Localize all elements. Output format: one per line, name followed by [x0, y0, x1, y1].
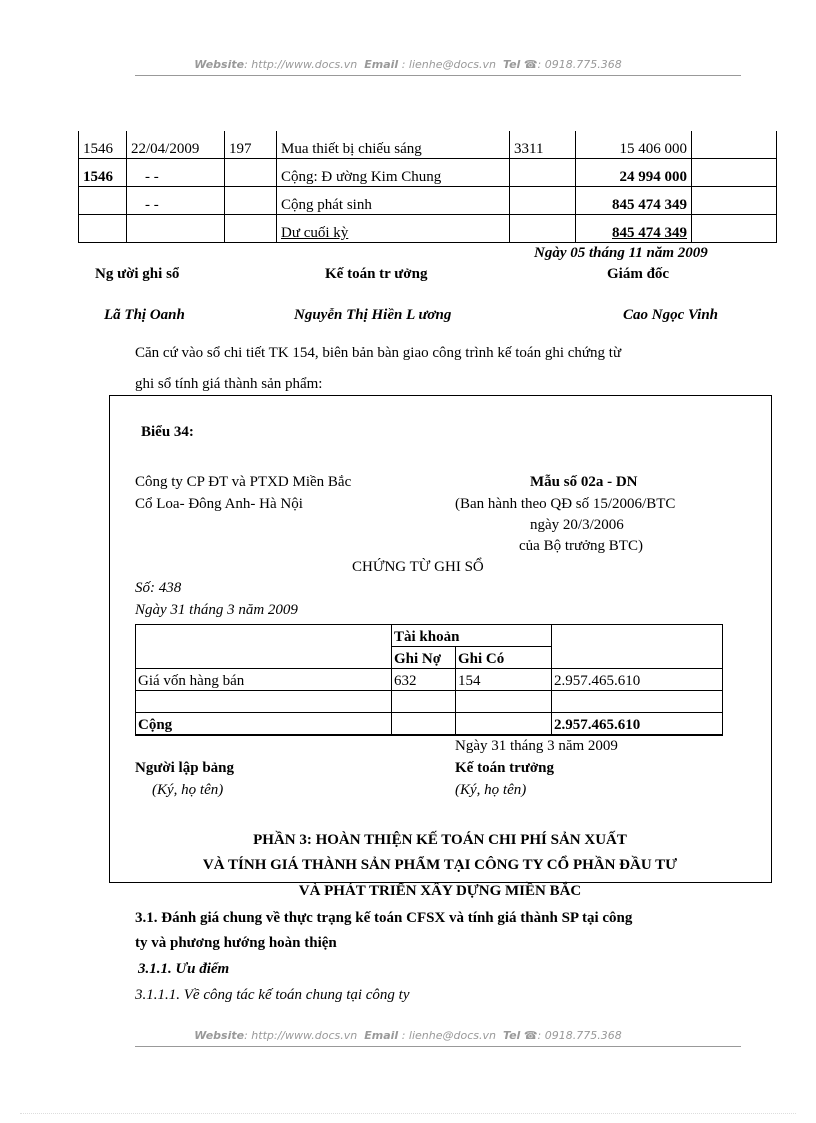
tel-label: Tel	[502, 58, 521, 71]
voucher-row	[136, 691, 723, 713]
ledger-blank	[692, 159, 777, 187]
form-code: Mẫu số 02a - DN	[530, 474, 638, 490]
part3-title: VÀ TÍNH GIÁ THÀNH SẢN PHẨM TẠI CÔNG TY CỔ PHẦN ĐẦU TƯ	[202, 857, 678, 873]
ledger-table	[78, 131, 777, 243]
website-url[interactable]: : http://www.docs.vn	[244, 58, 358, 71]
ledger-amount: 24 994 000	[576, 159, 692, 187]
voucher-blank	[456, 691, 552, 713]
ledger-desc: Dư cuối kỳ	[277, 215, 510, 243]
preparer-title: Người lập bảng	[135, 760, 235, 776]
voucher-title: CHỨNG TỪ GHI SỔ	[352, 559, 484, 575]
ledger-date	[127, 215, 225, 243]
section-heading: ty và phương hướng hoàn thiện	[135, 935, 337, 951]
ledger-desc: Cộng phát sinh	[277, 187, 510, 215]
chief-title: Kế toán trưởng	[455, 760, 554, 776]
accountant-name: Nguyễn Thị Hiền L ương	[294, 307, 452, 323]
director-title: Giám đốc	[607, 266, 670, 282]
issued-line: của Bộ trưởng BTC)	[519, 538, 643, 554]
recorder-title: Ng ười ghi sổ	[95, 266, 180, 282]
preparer-note: (Ký, họ tên)	[152, 782, 224, 798]
ledger-row	[79, 187, 777, 215]
total-label: Cộng	[136, 713, 392, 736]
ledger-amount: 15 406 000	[576, 131, 692, 159]
intro-line: Căn cứ vào sổ chi tiết TK 154, biên bản bàn giao công trình kế toán ghi chứng từ	[135, 345, 622, 361]
phone-icon: ☎	[523, 1029, 538, 1042]
ledger-desc: Mua thiết bị chiếu sáng	[277, 131, 510, 159]
section-heading: 3.1. Đánh giá chung về thực trạng kế toán CFSX và tính giá thành SP tại công	[135, 910, 633, 926]
website-label: Website	[194, 1029, 245, 1042]
ledger-date: 22/04/2009	[127, 131, 225, 159]
account-header: Tài khoản	[392, 625, 552, 647]
voucher-blank	[552, 625, 723, 669]
header-rule	[135, 75, 741, 76]
ledger-code: 1546	[79, 159, 127, 187]
ledger-account: 3311	[510, 131, 576, 159]
ledger-account	[510, 215, 576, 243]
ledger-code	[79, 215, 127, 243]
form-label: Biểu 34:	[141, 424, 194, 440]
voucher-blank	[136, 691, 392, 713]
voucher-blank	[136, 625, 392, 669]
voucher-blank	[392, 691, 456, 713]
ledger-date: - -	[127, 187, 225, 215]
page-header	[0, 58, 816, 71]
voucher-date: Ngày 31 tháng 3 năm 2009	[135, 602, 298, 618]
website-label: Website	[194, 58, 245, 71]
tel-label: Tel	[502, 1029, 521, 1042]
part3-title: PHẦN 3: HOÀN THIỆN KẾ TOÁN CHI PHÍ SẢN XUẤT	[253, 832, 627, 848]
ledger-account	[510, 187, 576, 215]
intro-line: ghi sổ tính giá thành sản phẩm:	[135, 376, 323, 392]
phone-icon: ☎	[523, 58, 538, 71]
issued-line: (Ban hành theo QĐ số 15/2006/BTC	[455, 496, 676, 512]
company-address: Cổ Loa- Đông Anh- Hà Nội	[135, 496, 303, 512]
email-value[interactable]: : lienhe@docs.vn	[401, 58, 496, 71]
accountant-title: Kế toán tr ưởng	[325, 266, 428, 282]
email-label: Email	[364, 58, 399, 71]
ledger-doc	[225, 215, 277, 243]
recorder-name: Lã Thị Oanh	[104, 307, 185, 323]
page-separator	[20, 1113, 796, 1114]
page-footer	[0, 1029, 816, 1042]
website-url[interactable]: : http://www.docs.vn	[244, 1029, 358, 1042]
ledger-account	[510, 159, 576, 187]
subsection-heading: 3.1.1. Ưu điểm	[138, 961, 230, 977]
issued-line: ngày 20/3/2006	[530, 517, 624, 533]
voucher-credit: 154	[456, 669, 552, 691]
voucher-blank	[552, 691, 723, 713]
ledger-doc	[225, 187, 277, 215]
ledger-desc: Cộng: Đ ường Kim Chung	[277, 159, 510, 187]
ledger-amount: 845 474 349	[576, 215, 692, 243]
ledger-blank	[692, 187, 777, 215]
subsubsection-heading: 3.1.1.1. Về công tác kế toán chung tại công ty	[135, 987, 410, 1003]
voucher-table	[135, 624, 723, 736]
voucher-sign-date: Ngày 31 tháng 3 năm 2009	[455, 738, 618, 754]
credit-header: Ghi Có	[456, 647, 552, 669]
company-name: Công ty CP ĐT và PTXD Miền Bắc	[135, 474, 352, 490]
voucher-row	[136, 669, 723, 691]
voucher-number: Số: 438	[135, 580, 182, 596]
tel-value: : 0918.775.368	[537, 58, 622, 71]
email-value[interactable]: : lienhe@docs.vn	[401, 1029, 496, 1042]
voucher-blank	[456, 713, 552, 736]
ledger-code	[79, 187, 127, 215]
ledger-date: - -	[127, 159, 225, 187]
ledger-code: 1546	[79, 131, 127, 159]
part3-title: VÀ PHÁT TRIỂN XÂY DỰNG MIỀN BẮC	[298, 883, 582, 899]
chief-note: (Ký, họ tên)	[455, 782, 527, 798]
ledger-doc	[225, 159, 277, 187]
debit-header: Ghi Nợ	[392, 647, 456, 669]
director-name: Cao Ngọc Vinh	[623, 307, 719, 323]
email-label: Email	[364, 1029, 399, 1042]
ledger-row	[79, 131, 777, 159]
ledger-doc: 197	[225, 131, 277, 159]
ledger-blank	[692, 215, 777, 243]
voucher-debit: 632	[392, 669, 456, 691]
voucher-header-row	[136, 625, 723, 647]
voucher-total-row	[136, 713, 723, 736]
ledger-blank	[692, 131, 777, 159]
sign-date: Ngày 05 tháng 11 năm 2009	[534, 245, 708, 261]
ledger-row	[79, 215, 777, 243]
footer-rule	[135, 1046, 741, 1047]
ledger-row	[79, 159, 777, 187]
voucher-blank	[392, 713, 456, 736]
tel-value: : 0918.775.368	[537, 1029, 622, 1042]
voucher-desc: Giá vốn hàng bán	[136, 669, 392, 691]
voucher-amount: 2.957.465.610	[552, 669, 723, 691]
ledger-amount: 845 474 349	[576, 187, 692, 215]
total-amount: 2.957.465.610	[552, 713, 723, 736]
